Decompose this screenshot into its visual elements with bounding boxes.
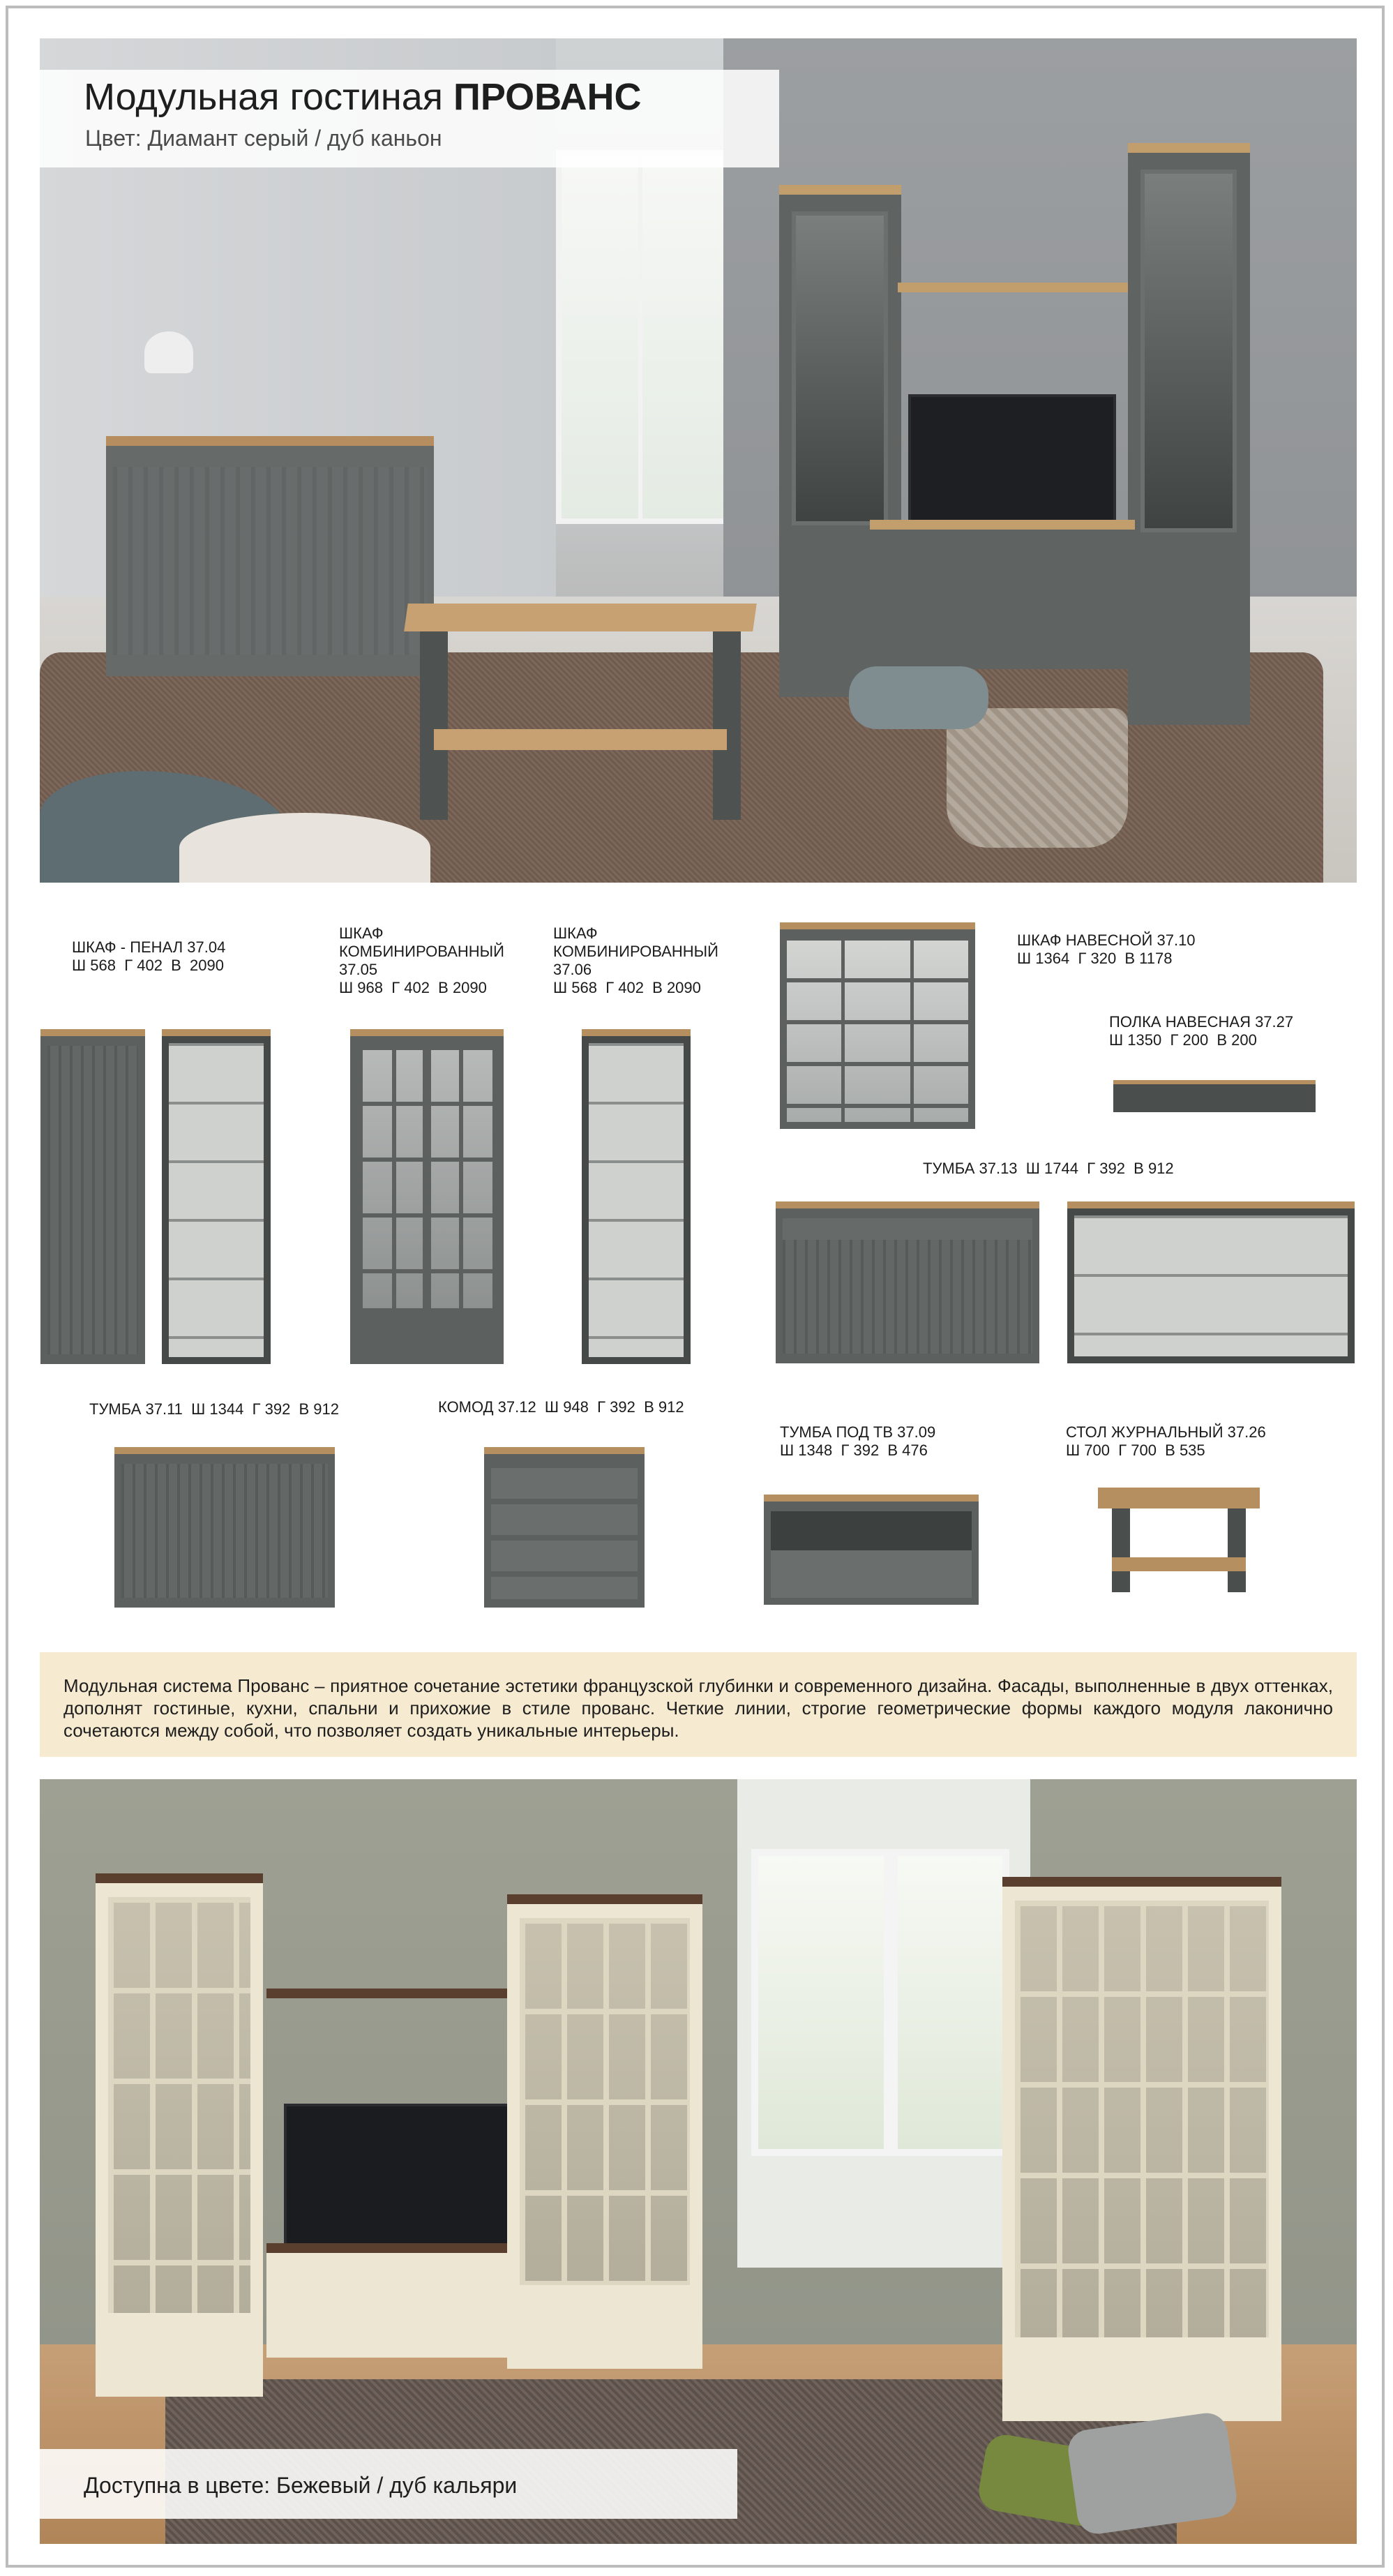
glass-cabinet-left bbox=[96, 1873, 263, 2397]
wall-shelf bbox=[898, 283, 1128, 292]
product-image-37-11 bbox=[114, 1447, 335, 1608]
product-image-37-27 bbox=[1113, 1080, 1316, 1112]
product-image-37-05 bbox=[350, 1029, 504, 1364]
sideboard bbox=[106, 436, 434, 676]
window bbox=[891, 1849, 1009, 2156]
buffet-cabinet bbox=[1002, 1877, 1281, 2421]
pillow bbox=[179, 813, 430, 883]
wall-shelf bbox=[266, 1989, 532, 1998]
window bbox=[556, 150, 735, 524]
product-image-37-26 bbox=[1098, 1488, 1260, 1606]
product-label-37-10: ШКАФ НАВЕСНОЙ 37.10 Ш 1364 Г 320 В 1178 bbox=[1017, 931, 1196, 967]
description-text: Модульная система Прованс – приятное сочетание эстетики французской глубинки и современного дизайна. Фасады, выполненные в двух оттенках, дополнят гостиные, кухни, спальни и прихожие в стиле прованс. Четкие линии, строгие геометрические формы каждого модуля лаконично сочетаются между собой, что позволяет создать уникальные интерьеры. bbox=[63, 1675, 1333, 1741]
basket bbox=[947, 708, 1128, 848]
description-box bbox=[40, 1652, 1357, 1757]
pillow bbox=[1066, 2411, 1240, 2537]
product-label-37-05: ШКАФ КОМБИНИРОВАННЫЙ 37.05 Ш 968 Г 402 В 2090 bbox=[339, 924, 504, 996]
page-title bbox=[84, 75, 641, 119]
availability-text: Доступна в цвете: Бежевый / дуб кальяри bbox=[84, 2473, 518, 2498]
pillow bbox=[849, 666, 988, 729]
product-image-37-04-open bbox=[162, 1029, 271, 1364]
tv-stand bbox=[870, 520, 1135, 669]
glass-cabinet-double bbox=[507, 1894, 702, 2369]
product-image-37-13-closed bbox=[776, 1201, 1039, 1363]
title-bold: ПРОВАНС bbox=[453, 76, 642, 118]
product-image-37-12 bbox=[484, 1447, 645, 1608]
product-label-37-06: ШКАФ КОМБИНИРОВАННЫЙ 37.06 Ш 568 Г 402 В 2090 bbox=[553, 924, 718, 996]
color-subtitle: Цвет: Диамант серый / дуб каньон bbox=[85, 126, 442, 151]
product-label-37-12: КОМОД 37.12 Ш 948 Г 392 В 912 bbox=[438, 1398, 684, 1416]
product-label-37-04: ШКАФ - ПЕНАЛ 37.04 Ш 568 Г 402 В 2090 bbox=[72, 938, 226, 974]
window bbox=[751, 1849, 891, 2156]
product-label-37-27: ПОЛКА НАВЕСНАЯ 37.27 Ш 1350 Г 200 В 200 bbox=[1109, 1013, 1294, 1049]
product-image-37-04-closed bbox=[40, 1029, 145, 1364]
lamp bbox=[144, 331, 193, 373]
product-label-37-13: ТУМБА 37.13 Ш 1744 Г 392 В 912 bbox=[923, 1160, 1174, 1177]
product-label-37-26: СТОЛ ЖУРНАЛЬНЫЙ 37.26 Ш 700 Г 700 В 535 bbox=[1066, 1423, 1266, 1459]
product-label-37-09: ТУМБА ПОД ТВ 37.09 Ш 1348 Г 392 В 476 bbox=[780, 1423, 936, 1459]
product-image-37-10 bbox=[780, 922, 975, 1129]
product-image-37-09 bbox=[764, 1495, 979, 1605]
coffee-table bbox=[406, 604, 755, 820]
tv bbox=[284, 2104, 520, 2256]
tv bbox=[908, 394, 1116, 525]
title-regular: Модульная гостиная bbox=[84, 76, 444, 118]
product-image-37-06 bbox=[582, 1029, 691, 1364]
glass-cabinet-right bbox=[1128, 143, 1250, 725]
product-image-37-13-open bbox=[1067, 1201, 1355, 1363]
product-label-37-11: ТУМБА 37.11 Ш 1344 Г 392 В 912 bbox=[89, 1400, 340, 1418]
hero-photo-beige bbox=[40, 1779, 1357, 2544]
